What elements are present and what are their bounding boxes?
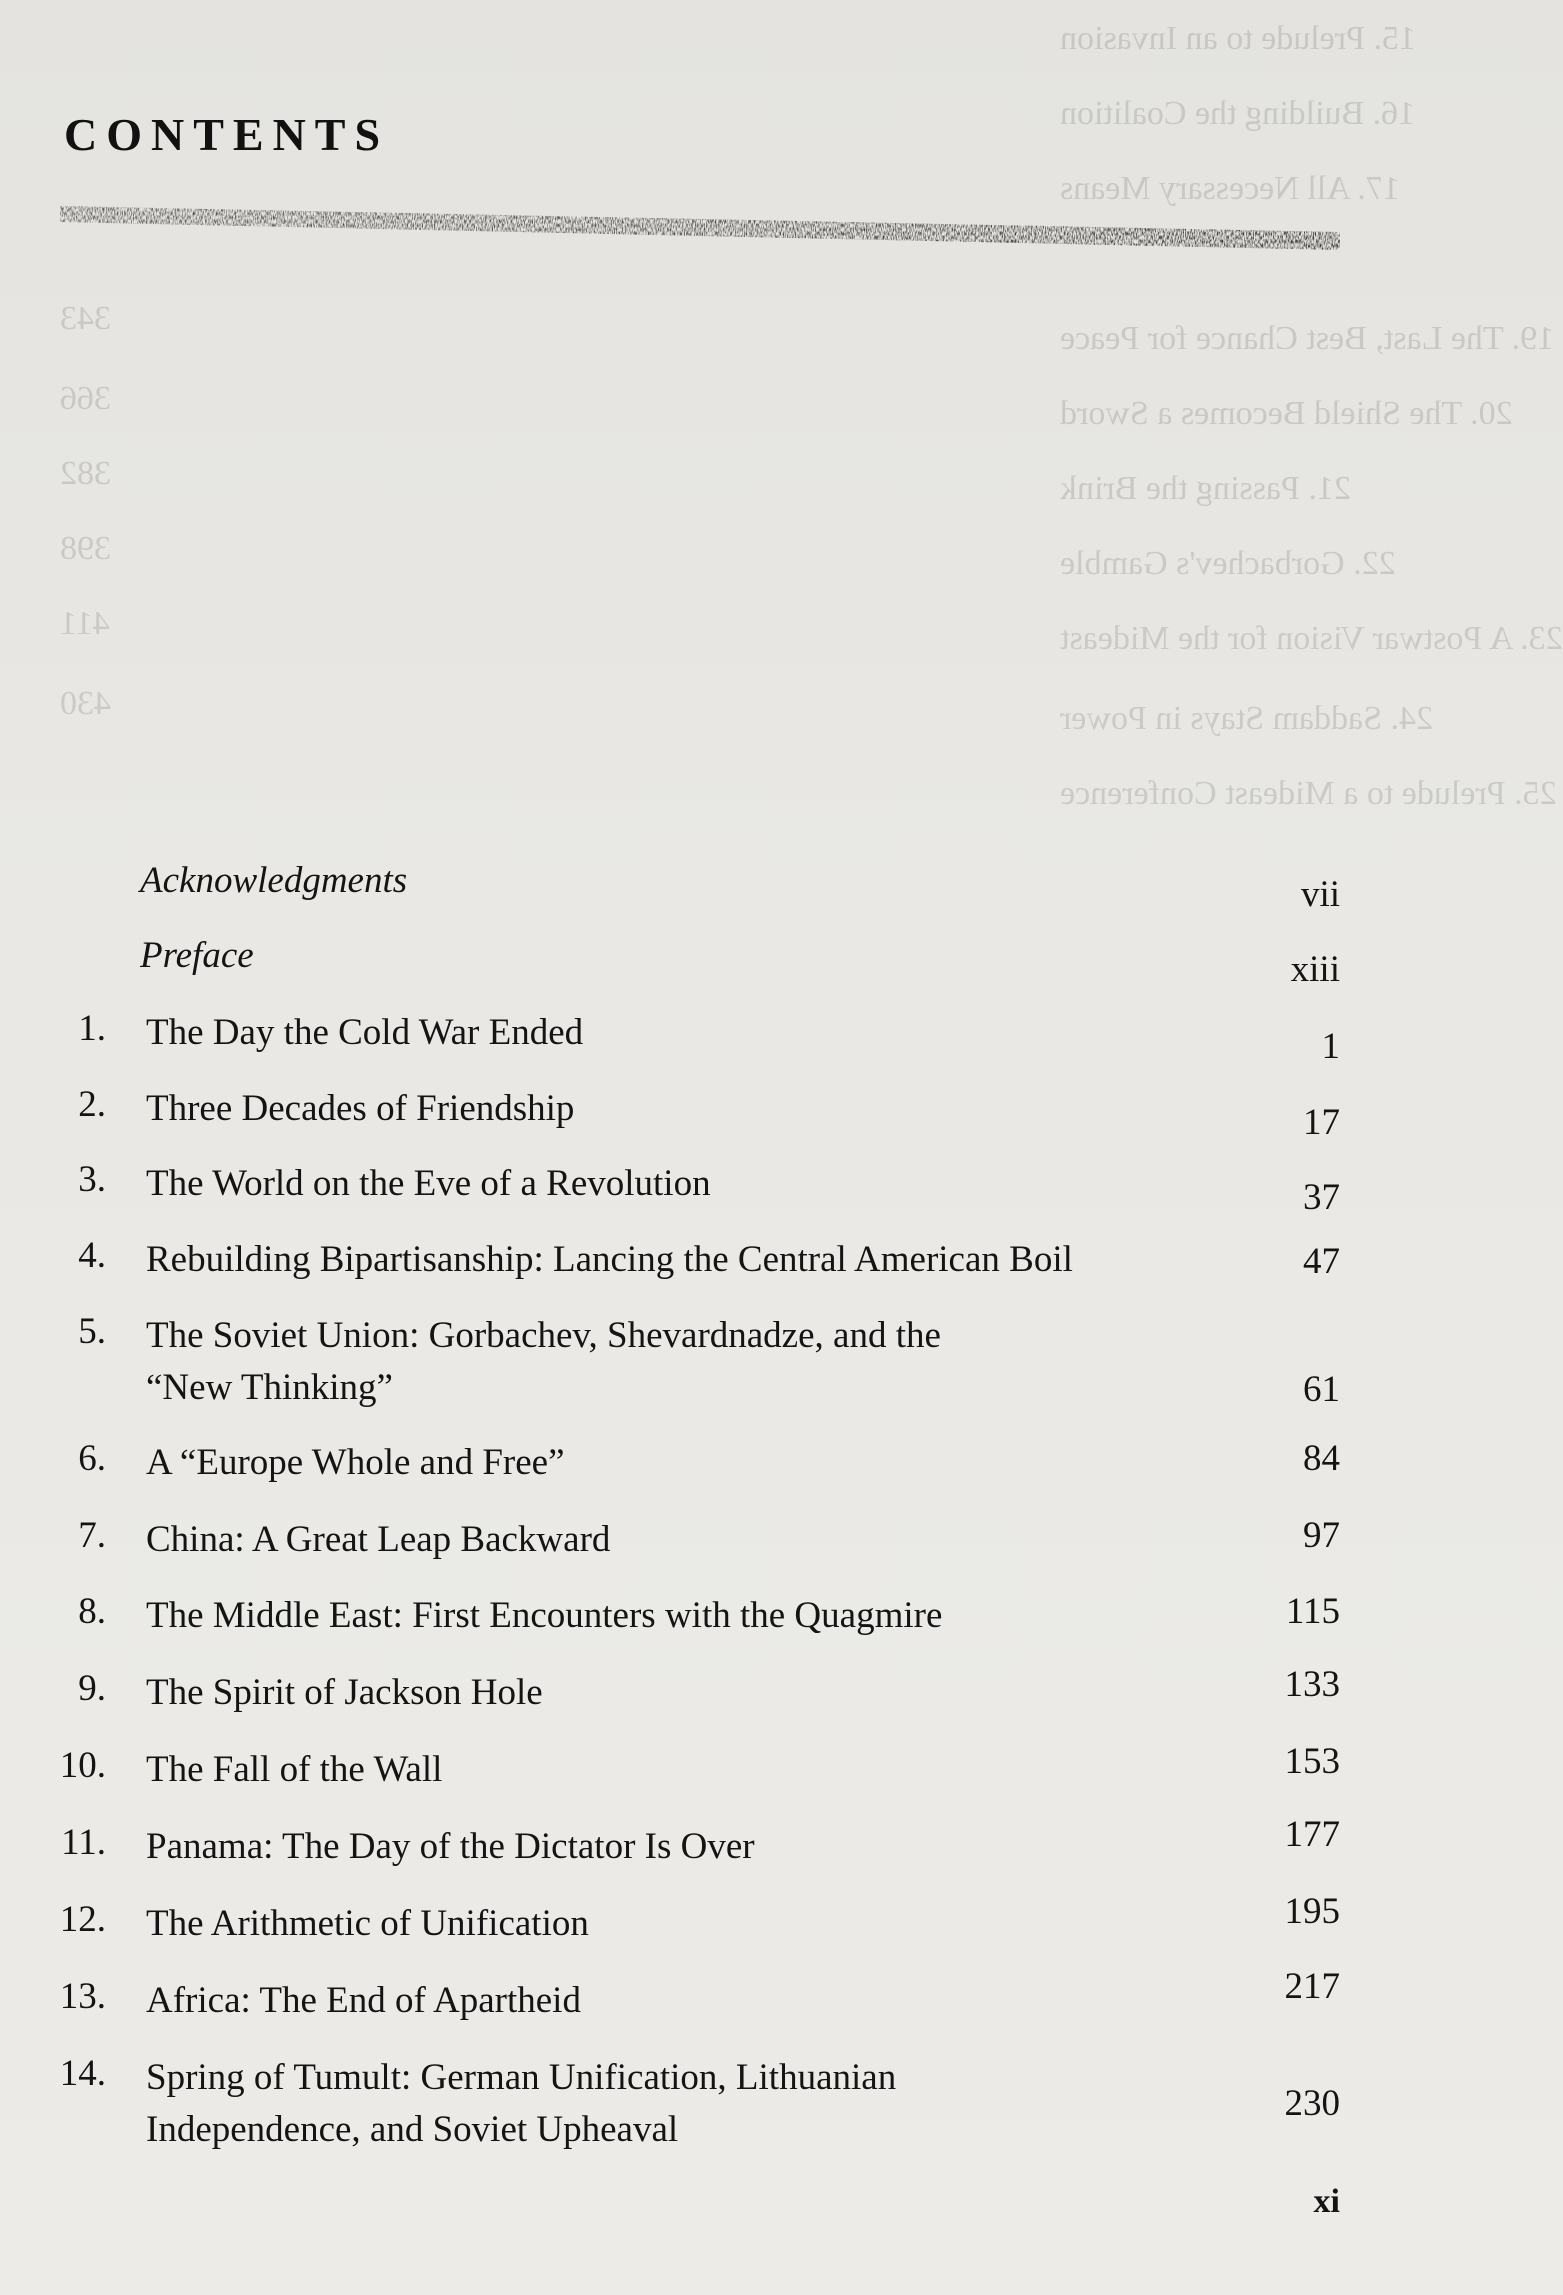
chapter-number: 2.: [78, 1084, 106, 1125]
chapter-title: Africa: The End of Apartheid: [146, 1980, 581, 2021]
chapter-number: 7.: [78, 1515, 106, 1556]
chapter-title: The Day the Cold War Ended: [146, 1012, 584, 1053]
entry-title: Acknowledgments: [140, 860, 408, 901]
chapter-page-number: 84: [1303, 1438, 1340, 1479]
chapter-page-number: 37: [1303, 1177, 1340, 1218]
entry-page-number: vii: [1300, 874, 1340, 915]
contents-heading: CONTENTS: [64, 109, 390, 160]
chapter-number: 14.: [59, 2053, 106, 2094]
chapter-page-number: 47: [1303, 1241, 1340, 1282]
chapter-number: 1.: [78, 1008, 106, 1049]
chapter-title: The Fall of the Wall: [146, 1749, 443, 1790]
chapter-page-number: 115: [1285, 1591, 1340, 1632]
chapter-title: The Spirit of Jackson Hole: [146, 1672, 543, 1713]
chapter-title: The Arithmetic of Unification: [146, 1903, 589, 1944]
chapter-title: Spring of Tumult: German Unification, Lithuanian Independence, and Soviet Upheaval: [146, 2057, 897, 2150]
chapter-page-number: 97: [1303, 1515, 1340, 1556]
chapter-page-number: 1: [1321, 1026, 1340, 1067]
chapter-number: 9.: [78, 1668, 106, 1709]
chapter-number: 12.: [59, 1899, 106, 1940]
chapter-number: 4.: [78, 1235, 106, 1276]
chapter-number: 3.: [78, 1159, 106, 1200]
entry-page-number: xiii: [1290, 949, 1340, 990]
chapter-number: 5.: [78, 1311, 106, 1352]
chapter-page-number: 61: [1303, 1369, 1340, 1410]
decorative-brush-rule: [60, 192, 1340, 252]
chapter-number: 6.: [78, 1438, 106, 1479]
chapter-title: Rebuilding Bipartisanship: Lancing the Central American Boil: [146, 1239, 1073, 1280]
chapter-title: A “Europe Whole and Free”: [146, 1442, 565, 1483]
chapter-title: China: A Great Leap Backward: [146, 1519, 611, 1560]
chapter-page-number: 17: [1303, 1102, 1340, 1143]
chapter-number: 8.: [78, 1591, 106, 1632]
chapter-page-number: 133: [1284, 1664, 1340, 1705]
chapter-page-number: 230: [1284, 2083, 1340, 2124]
chapter-title: Three Decades of Friendship: [146, 1088, 575, 1129]
chapter-page-number: 153: [1284, 1741, 1340, 1782]
chapter-page-number: 195: [1284, 1891, 1340, 1932]
chapter-number: 13.: [59, 1976, 106, 2017]
chapter-title: The Soviet Union: Gorbachev, Shevardnadze, and the “New Thinking”: [146, 1315, 941, 1408]
chapter-title: The World on the Eve of a Revolution: [146, 1163, 711, 1204]
chapter-number: 11.: [61, 1822, 106, 1863]
book-page: 15. Prelude to an Invasion 16. Building the Coalition 17. All Necessary Means 19. The Last, Best Chance for Peace 20. The Shield Becomes a Sword 21. Passing the Brink 22. Gorbachev's Gamble 23. A Postwar Vision for the Mideast 24. Saddam Stays in Power 25. Prelude to a Mideast Conference 343 366 382 398 411 430 CONTENTS Acknowledgments vii Preface xiii 1. The Day the Cold War Ended 1 2. Three Decades of Friendship 17 3. The World on the Eve of a Revolution 37 4. Rebuilding Bipartisanship: Lancing the Central American Boil 47 5. The Soviet Union: Gorbachev, Shevardnadze, and the “New Thinking” 61 6. A “Europe Whole and Free” 84 7. China: A Great Leap Backward 97 8. The Middle East: First Encounters with the Quagmire 115 9. The Spirit of Jackson Hole 133 10. The Fall of the Wall 153 11. Panama: The Day of the Dictator Is Over 177 12. The Arithmetic of Unification 195 13. Africa: The End of Apartheid 217 14. Spring of Tumult: German Unification, Lithuanian Independence, and Soviet Upheaval 230 xi: [59, 20, 1563, 2220]
chapter-number: 10.: [59, 1745, 106, 1786]
chapter-title: Panama: The Day of the Dictator Is Over: [146, 1826, 755, 1867]
chapter-title: The Middle East: First Encounters with the Quagmire: [146, 1595, 943, 1636]
chapter-page-number: 177: [1284, 1814, 1340, 1855]
chapter-page-number: 217: [1284, 1966, 1340, 2007]
page-folio: xi: [1313, 2183, 1340, 2220]
entry-title: Preface: [140, 935, 254, 976]
